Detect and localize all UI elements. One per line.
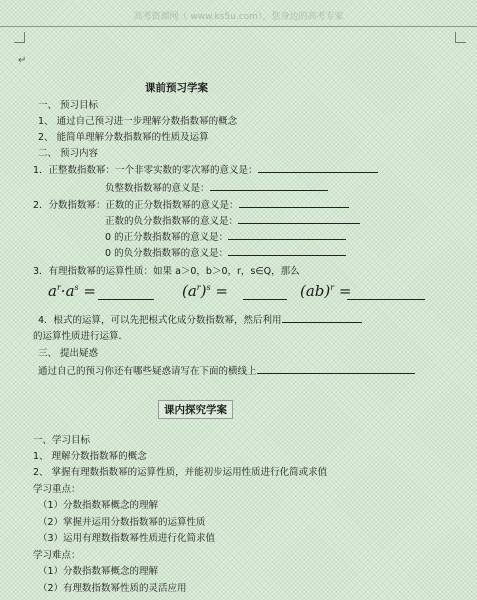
content-item-2a-text: 2．分数指数幂：正数的正分数指数幂的意义是： xyxy=(33,200,239,211)
content-item-2c-text: 0 的正分数指数幂的意义是： xyxy=(105,232,229,243)
content-item-1a xyxy=(33,162,378,176)
key-point-3: （3）运用有理数指数幂性质进行化简求值 xyxy=(38,533,216,544)
formula-power-a: (a xyxy=(182,282,197,300)
formula-product-s: s xyxy=(74,283,79,292)
content-item-2b xyxy=(105,213,360,227)
formula-power-r: r xyxy=(196,283,201,292)
formula-product-b: a xyxy=(65,282,75,300)
blank-negative-power[interactable] xyxy=(210,181,328,191)
key-point-1: （1）分数指数幂概念的理解 xyxy=(38,500,159,511)
formula-power-s: s xyxy=(206,283,211,292)
blank-radical-operation[interactable] xyxy=(282,313,362,323)
blank-negative-fraction-power[interactable] xyxy=(238,214,360,224)
formula-product-eq: = xyxy=(83,282,96,300)
blank-questions[interactable] xyxy=(257,364,415,374)
content-item-2b-text: 正数的负分数指数幂的意义是： xyxy=(105,216,239,227)
formula-product-a: a xyxy=(48,282,57,300)
questions-text: 通过自己的预习你还有哪些疑惑请写在下面的横线上 xyxy=(38,366,257,377)
content-item-2d-text: 0 的负分数指数幂的意义是： xyxy=(105,248,229,259)
margin-corner-left xyxy=(14,32,25,43)
paragraph-mark-icon: ↵ xyxy=(18,55,27,66)
learning-goals-heading: 一、学习目标 xyxy=(33,435,91,446)
formula-power xyxy=(182,282,228,300)
blank-formula-product-power[interactable] xyxy=(347,290,425,300)
content-item-1a-text: 1．正整数指数幂：一个非零实数的零次幂的意义是： xyxy=(33,165,258,176)
content-item-1b xyxy=(105,180,328,194)
blank-zero-power[interactable] xyxy=(258,163,378,173)
difficulty-2: （2）有理数指数幂性质的灵活应用 xyxy=(38,583,187,594)
content-item-1b-text: 负整数指数幂的意义是： xyxy=(105,183,210,194)
formula-product: $a^r\cdot a^s$ = xyxy=(48,282,96,300)
formula-power-eq: = xyxy=(215,282,228,300)
preview-goal-1: 1、 通过自己预习进一步理解分数指数幂的概念 xyxy=(38,116,238,127)
formula-ab-eq: = xyxy=(338,282,352,300)
section1-title: 课前预习学案 xyxy=(145,82,208,94)
questions-line xyxy=(38,363,415,377)
content-item-4b: 的运算性质进行运算． xyxy=(33,331,129,342)
formula-ab: (ab) xyxy=(300,282,331,300)
content-item-2c xyxy=(105,229,346,243)
key-points-heading: 学习重点： xyxy=(33,484,81,495)
formula-ab-r: r xyxy=(330,283,335,292)
blank-formula-power[interactable] xyxy=(243,290,287,300)
formula-product-r: r xyxy=(56,283,61,292)
content-item-3: 3．有理指数幂的运算性质：如果 a＞0，b＞0，r，s∈Q，那么 xyxy=(33,266,300,277)
blank-positive-fraction-power[interactable] xyxy=(239,198,349,208)
blank-formula-product[interactable] xyxy=(98,290,154,300)
difficulty-1: （1）分数指数幂概念的理解 xyxy=(38,566,159,577)
content-item-2d xyxy=(105,245,346,259)
questions-heading: 三、 提出疑惑 xyxy=(38,348,99,359)
key-point-2: （2）掌握并运用分数指数幂的运算性质 xyxy=(38,517,206,528)
content-item-2a xyxy=(33,197,349,211)
blank-zero-positive-fraction[interactable] xyxy=(228,230,346,240)
difficulties-heading: 学习难点： xyxy=(33,550,81,561)
formula-power-close: ) xyxy=(200,282,207,300)
content-item-4a-text: 4．根式的运算，可以先把根式化成分数指数幂，然后利用 xyxy=(38,315,282,326)
preview-goals-heading: 一、 预习目标 xyxy=(38,100,99,111)
preview-goal-2: 2、 能简单理解分数指数幂的性质及运算 xyxy=(38,132,209,143)
learning-goal-1: 1、 理解分数指数幂的概念 xyxy=(33,451,147,462)
header-rule xyxy=(0,26,477,27)
blank-zero-negative-fraction[interactable] xyxy=(228,246,346,256)
margin-corner-right xyxy=(455,32,466,43)
preview-content-heading: 二、 预习内容 xyxy=(38,148,99,159)
learning-goal-2: 2、 掌握有理数指数幂的运算性质，并能初步运用性质进行化简或求值 xyxy=(33,467,328,478)
page-header-text: 高考资源网（ www.ks5u.com），您身边的高考专家 xyxy=(133,12,344,22)
section2-title: 课内探究学案 xyxy=(158,400,233,419)
content-item-4a xyxy=(38,312,362,326)
formula-product-power xyxy=(300,282,351,300)
